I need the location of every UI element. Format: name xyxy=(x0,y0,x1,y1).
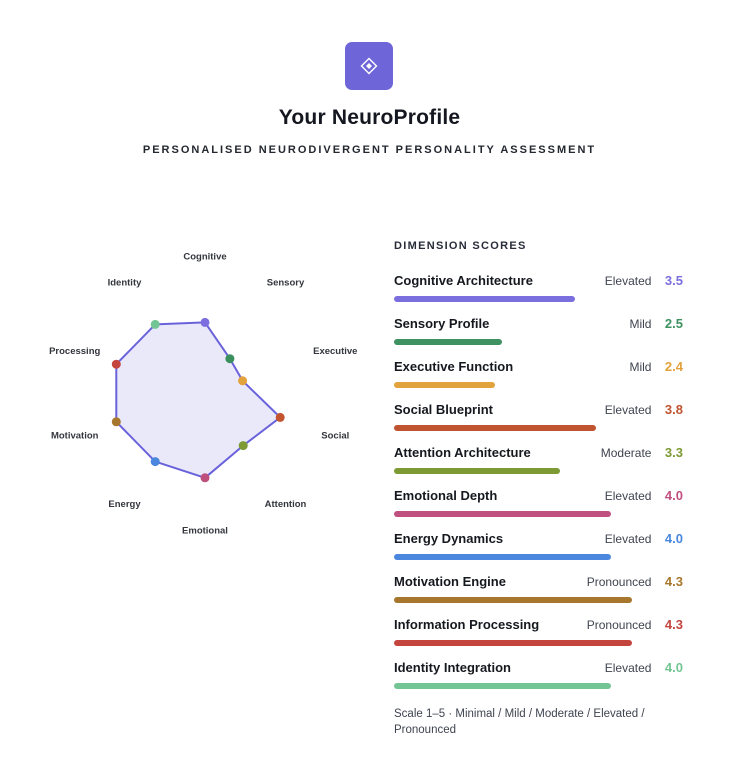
dimension-row xyxy=(394,574,683,603)
dimension-name: Information Processing xyxy=(394,617,540,632)
dimension-bar xyxy=(394,554,611,560)
dimension-level: Moderate xyxy=(600,446,652,460)
panel-heading: DIMENSION SCORES xyxy=(394,240,527,252)
dimension-scores-panel xyxy=(394,240,683,738)
dimension-name: Cognitive Architecture xyxy=(394,273,533,288)
radar-axis-label-cognitive: Cognitive xyxy=(183,251,227,263)
dimension-level: Elevated xyxy=(604,532,652,546)
dimension-row xyxy=(394,531,683,560)
diamond-icon xyxy=(359,56,379,76)
radar-point-emotional xyxy=(201,473,210,482)
dimension-bar xyxy=(394,425,596,431)
dimension-rating xyxy=(629,316,683,332)
app-logo xyxy=(345,42,393,90)
dimension-row xyxy=(394,488,683,517)
dimension-row-top xyxy=(394,359,683,375)
dimension-rating xyxy=(629,359,683,375)
dimension-row xyxy=(394,359,683,388)
dimension-row xyxy=(394,402,683,431)
dimension-score: 3.5 xyxy=(664,273,683,288)
dimension-bar xyxy=(394,339,502,345)
radar-axis-label-motivation: Motivation xyxy=(50,430,99,442)
dimension-row-top xyxy=(394,316,683,332)
dimension-name: Attention Architecture xyxy=(394,445,531,460)
scale-footnote: Scale 1–5 · Minimal / Mild / Moderate / Elevated / Pronounced xyxy=(394,708,645,736)
dimension-rating xyxy=(605,488,683,504)
radar-point-energy xyxy=(151,457,160,466)
dimension-score: 2.4 xyxy=(664,359,683,374)
dimension-bar xyxy=(394,382,495,388)
radar-chart-svg xyxy=(35,230,375,560)
dimension-row xyxy=(394,617,683,646)
dimension-bar xyxy=(394,296,575,302)
radar-point-cognitive xyxy=(201,318,210,327)
dimension-score: 4.0 xyxy=(664,488,683,503)
dimension-score: 3.8 xyxy=(664,402,683,417)
radar-axis-label-energy: Energy xyxy=(108,499,141,511)
dimension-name: Motivation Engine xyxy=(394,574,506,589)
dimension-row-top xyxy=(394,617,683,633)
dimension-bar xyxy=(394,468,560,474)
dimension-row-top xyxy=(394,574,683,590)
dimension-rating xyxy=(605,402,683,418)
radar-point-attention xyxy=(239,441,248,450)
dimension-level: Pronounced xyxy=(586,618,652,632)
dimension-name: Social Blueprint xyxy=(394,402,493,417)
radar-point-executive xyxy=(238,376,247,385)
dimension-rating xyxy=(605,273,683,289)
radar-polygon xyxy=(116,322,280,477)
dimension-name: Emotional Depth xyxy=(394,488,498,503)
radar-chart xyxy=(35,230,375,560)
dimension-bar xyxy=(394,597,632,603)
dimension-score: 4.3 xyxy=(664,574,683,589)
dimension-row xyxy=(394,445,683,474)
radar-point-sensory xyxy=(225,354,234,363)
dimension-name: Sensory Profile xyxy=(394,316,490,331)
radar-axis-label-social: Social xyxy=(321,430,350,442)
dimension-level: Mild xyxy=(629,317,652,331)
dimension-row xyxy=(394,660,683,689)
radar-point-social xyxy=(276,413,285,422)
dimension-bar xyxy=(394,511,611,517)
dimension-row xyxy=(394,273,683,302)
dimension-row-top xyxy=(394,273,683,289)
dimension-rating xyxy=(601,445,683,461)
dimension-level: Mild xyxy=(629,360,652,374)
radar-axis-label-sensory: Sensory xyxy=(266,277,305,289)
dimension-level: Elevated xyxy=(604,274,652,288)
page-title: Your NeuroProfile xyxy=(278,106,461,129)
radar-axis-label-processing: Processing xyxy=(49,346,101,358)
dimension-rating xyxy=(587,617,683,633)
dimension-level: Elevated xyxy=(604,403,652,417)
dimension-level: Elevated xyxy=(604,661,652,675)
radar-point-processing xyxy=(112,360,121,369)
dimension-bar xyxy=(394,640,632,646)
dimension-level: Elevated xyxy=(604,489,652,503)
dimension-row xyxy=(394,316,683,345)
radar-point-motivation xyxy=(112,417,121,426)
dimension-row-top xyxy=(394,660,683,676)
dimension-name: Executive Function xyxy=(394,359,514,374)
radar-axis-label-attention: Attention xyxy=(264,499,307,511)
dimension-name: Identity Integration xyxy=(394,660,511,675)
dimension-row-top xyxy=(394,445,683,461)
page-subtitle: PERSONALISED NEURODIVERGENT PERSONALITY ASSESSMENT xyxy=(142,144,597,156)
dimension-rows xyxy=(394,273,683,689)
dimension-row-top xyxy=(394,531,683,547)
radar-axis-label-executive: Executive xyxy=(313,346,358,358)
dimension-row-top xyxy=(394,402,683,418)
dimension-level: Pronounced xyxy=(586,575,652,589)
dimension-score: 3.3 xyxy=(664,445,683,460)
dimension-row-top xyxy=(394,488,683,504)
dimension-rating xyxy=(587,574,683,590)
dimension-rating xyxy=(605,531,683,547)
radar-axis-label-identity: Identity xyxy=(107,277,142,289)
dimension-score: 4.0 xyxy=(664,660,683,675)
dimension-bar xyxy=(394,683,611,689)
dimension-rating xyxy=(605,660,683,676)
dimension-score: 4.0 xyxy=(664,531,683,546)
dimension-score: 4.3 xyxy=(664,617,683,632)
dimension-score: 2.5 xyxy=(664,316,683,331)
radar-axis-label-emotional: Emotional xyxy=(182,525,228,537)
radar-point-identity xyxy=(151,320,160,329)
dimension-name: Energy Dynamics xyxy=(394,531,504,546)
